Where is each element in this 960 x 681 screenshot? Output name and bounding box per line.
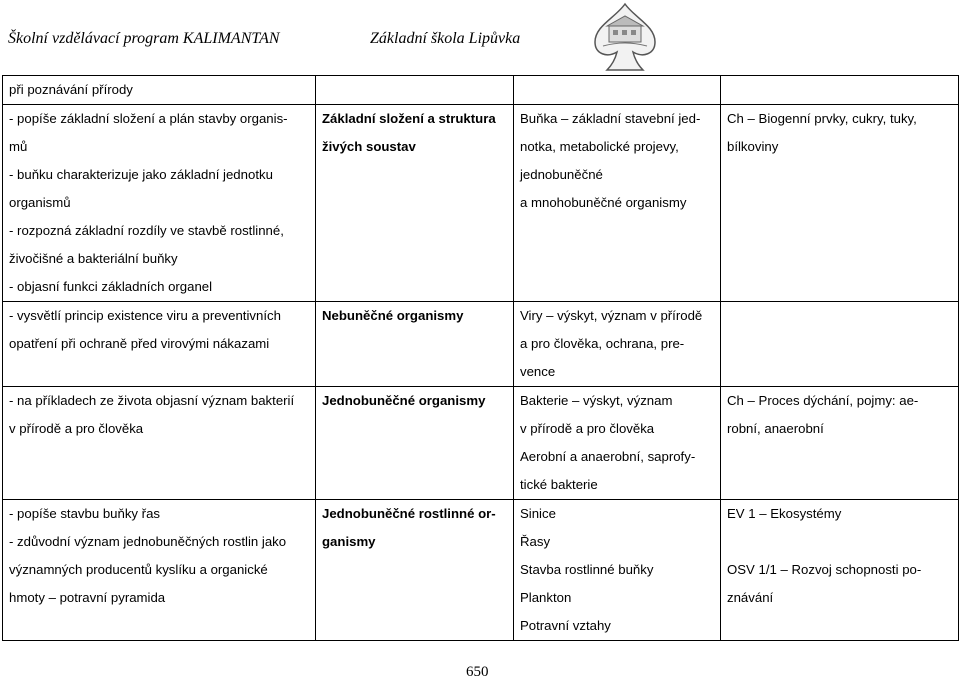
topic-line: ganismy	[322, 534, 376, 549]
outcome-line: - zdůvodní význam jednobuněčných rostlin jako	[9, 534, 287, 549]
content-line: Potravní vztahy	[520, 618, 611, 633]
outcome-line: - objasní funkci základních organel	[9, 279, 213, 294]
links-cell	[721, 500, 959, 641]
content-cell	[514, 500, 721, 641]
outcome-line: organismů	[9, 195, 71, 210]
topic-line: živých soustav	[322, 139, 416, 154]
link-line	[727, 528, 954, 556]
content-line: Buňka – základní stavební jed-	[520, 111, 701, 126]
links-cell	[721, 105, 959, 302]
content-line: v přírodě a pro člověka	[520, 421, 655, 436]
content-line: jednobuněčné	[520, 167, 603, 182]
link-line: Ch – Biogenní prvky, cukry, tuky,	[727, 111, 917, 126]
link-line: Ch – Proces dýchání, pojmy: ae-	[727, 393, 919, 408]
table-row	[3, 302, 959, 387]
links-cell	[721, 302, 959, 387]
link-line: robní, anaerobní	[727, 421, 824, 436]
table-heading: při poznávání přírody	[9, 82, 133, 97]
content-cell	[514, 302, 721, 387]
link-line: bílkoviny	[727, 139, 779, 154]
table-row	[3, 105, 959, 302]
outcome-line: v přírodě a pro člověka	[9, 421, 144, 436]
link-line: EV 1 – Ekosystémy	[727, 506, 842, 521]
outcome-line: opatření při ochraně před virovými nákazami	[9, 336, 270, 351]
content-line: notka, metabolické projevy,	[520, 139, 679, 154]
topic-line: Jednobuněčné organismy	[322, 393, 486, 408]
topic-line: Jednobuněčné rostlinné or-	[322, 506, 496, 521]
page-number: 650	[466, 664, 489, 680]
content-line: Bakterie – výskyt, význam	[520, 393, 673, 408]
content-line: a mnohobuněčné organismy	[520, 195, 687, 210]
content-cell	[514, 105, 721, 302]
outcome-line: mů	[9, 139, 28, 154]
outcomes-cell	[3, 500, 316, 641]
table-heading-cell	[3, 76, 316, 105]
content-line: Řasy	[520, 534, 551, 549]
topic-line: Nebuněčné organismy	[322, 308, 464, 323]
program-title: Školní vzdělávací program KALIMANTAN	[8, 30, 280, 47]
topic-cell	[316, 500, 514, 641]
curriculum-table	[2, 75, 959, 641]
table-row	[3, 500, 959, 641]
school-name: Základní škola Lipůvka	[370, 30, 521, 47]
content-line: Sinice	[520, 506, 556, 521]
table-row	[3, 387, 959, 500]
outcome-line: - popíše stavbu buňky řas	[9, 506, 161, 521]
outcomes-cell	[3, 105, 316, 302]
link-line: OSV 1/1 – Rozvoj schopnosti po-	[727, 562, 922, 577]
outcome-line: - rozpozná základní rozdíly ve stavbě rostlinné,	[9, 223, 284, 238]
topic-cell	[316, 387, 514, 500]
content-line: tické bakterie	[520, 477, 598, 492]
outcomes-cell	[3, 387, 316, 500]
outcome-line: - na příkladech ze života objasní význam bakterií	[9, 393, 295, 408]
links-cell	[721, 387, 959, 500]
school-spade-logo-icon	[585, 0, 665, 72]
outcome-line: - popíše základní složení a plán stavby organis-	[9, 111, 288, 126]
content-cell	[514, 387, 721, 500]
link-line: znávání	[727, 590, 774, 605]
content-line: Viry – výskyt, význam v přírodě	[520, 308, 703, 323]
outcome-line: - buňku charakterizuje jako základní jednotku	[9, 167, 273, 182]
topic-cell	[316, 105, 514, 302]
content-line: Plankton	[520, 590, 572, 605]
outcomes-cell	[3, 302, 316, 387]
table-heading-row	[3, 76, 959, 105]
outcome-line: významných producentů kyslíku a organické	[9, 562, 268, 577]
content-line: vence	[520, 364, 556, 379]
outcome-line: živočišné a bakteriální buňky	[9, 251, 178, 266]
topic-line: Základní složení a struktura	[322, 111, 496, 126]
content-line: a pro člověka, ochrana, pre-	[520, 336, 685, 351]
topic-cell	[316, 302, 514, 387]
content-line: Stavba rostlinné buňky	[520, 562, 654, 577]
outcome-line: hmoty – potravní pyramida	[9, 590, 166, 605]
outcome-line: - vysvětlí princip existence viru a preventivních	[9, 308, 281, 323]
content-line: Aerobní a anaerobní, saprofy-	[520, 449, 696, 464]
